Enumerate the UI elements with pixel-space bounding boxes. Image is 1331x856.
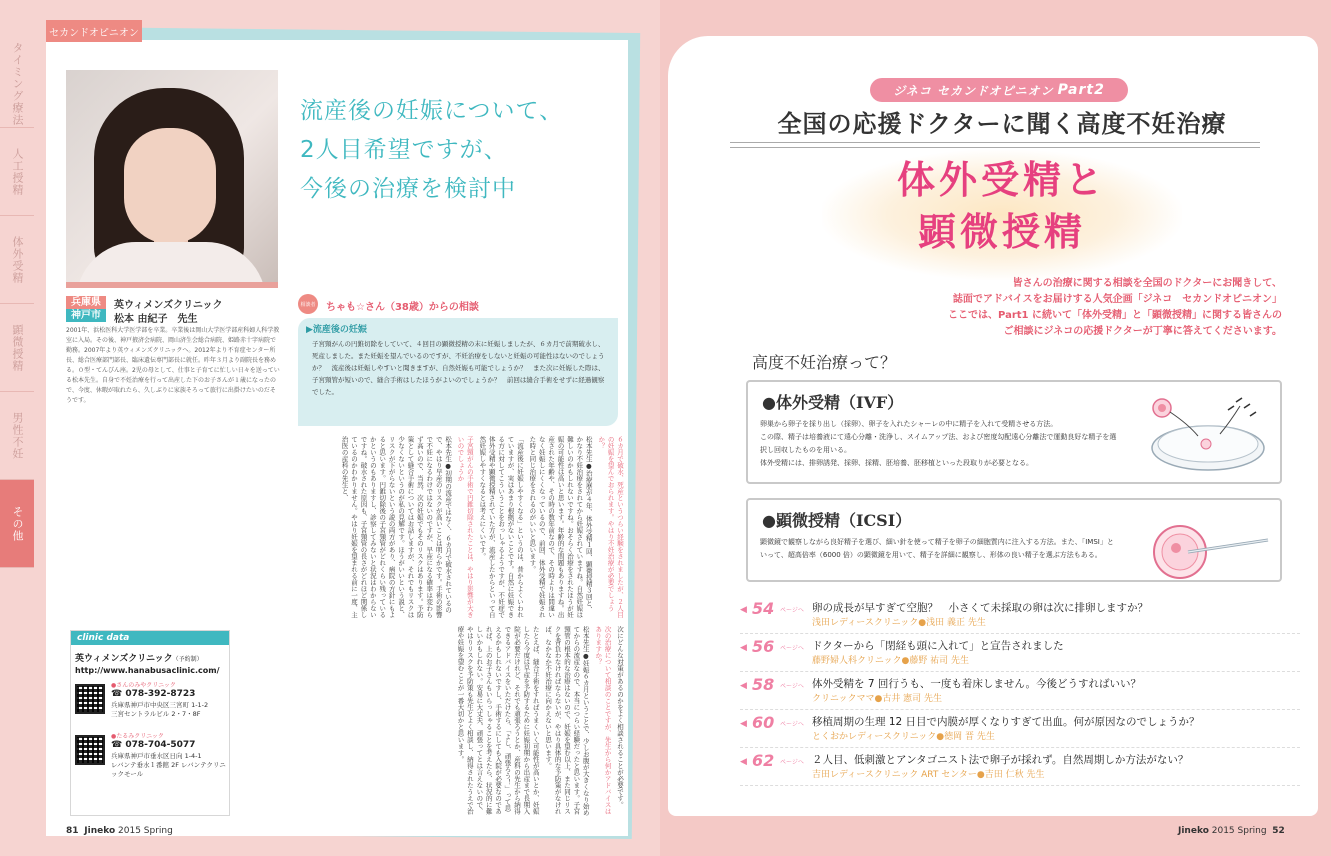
address-line: 三宮セントラルビル 2・7・8F — [111, 710, 201, 718]
answer-paragraph: 松本先生●治療歴が４年、体外受精１回、顕微授精３回と、かなり不妊治療をされてから妊娠されていますね。自然妊娠は難しいのかもしれないですね。おそらく治療をされたほうが妊娠の可能性は高いと思います。年齢的な問題もありますね。出産された年齢や、その時の数年前なので、その時よりは間違いなく妊娠しにくくなっているので、前回、体外受精で妊娠された時と同じ治療をされるのがいいと思います。 — [528, 436, 593, 618]
series-part: Part2 — [1057, 82, 1105, 98]
branch-address — [111, 752, 231, 779]
consult-topic: ▶流産後の妊娠 — [306, 325, 367, 335]
link-question: 移植周期の生理 12 日目で内膜が厚くなりすぎて出血。何が原因なのでしょうか？ — [812, 716, 1200, 728]
link-page-suffix: ページへ — [780, 759, 804, 766]
micro-injection-icon — [1140, 508, 1270, 594]
headline-line: 2人目希望ですが、 — [300, 137, 508, 163]
magazine-name: Jineko — [84, 826, 116, 836]
clinic-url-link[interactable]: http://www.hanabusaclinic.com/ — [75, 666, 220, 675]
doctor-name: 松本 由紀子 先生 — [114, 314, 198, 325]
clinic-data-name — [75, 651, 225, 664]
article-link[interactable] — [740, 672, 1300, 710]
intro-line: 誌面でアドバイスをお届けする人気企画「ジネコ セカンドオピニオン」 — [952, 294, 1282, 305]
question-paragraph: ６カ月で破水、死産というつらい経験をされましたが、２人目の妊娠を望んでおられます。やはり不妊治療が必要でしょうか？ — [597, 436, 624, 618]
answer-paragraph: 次にどんな対策があるのかをよく相談されることが必要です。 — [616, 626, 624, 808]
link-arrow-icon: ◀ — [740, 643, 747, 653]
link-arrow-icon: ◀ — [740, 681, 747, 691]
link-doctor: 吉田レディースクリニック ART センター●吉田 仁秋 先生 — [812, 770, 1045, 780]
article-body-bottom — [236, 626, 624, 816]
answer-paragraph: 「流産後に妊娠しやすくなる」というのは、昔からよくいわれていますが、実はあまり根拠がないことです。自然に妊娠できる方に対してこういうことをおっしゃるようですが、不妊症で体外受精や顕微授精されていた方が、流産したからといって自然妊娠しやすくなるとは考えにくいです。 — [478, 436, 524, 618]
doctor-location — [66, 296, 106, 322]
branch-label: ●たるみクリニック — [111, 733, 164, 740]
consult-box — [298, 318, 618, 426]
link-page-suffix: ページへ — [780, 683, 804, 690]
branch-phone: ☎ 078-704-5077 — [111, 740, 196, 750]
article-body-top — [66, 436, 624, 618]
consulter-icon: 相談者 — [298, 294, 318, 314]
branch-phone: ☎ 078-392-8723 — [111, 689, 196, 699]
doctor-bio: 2001年、浜松医科大学医学部を卒業。卒業後は岡山大学医学部産科婦人科学教室に入局。その後、神戸掖済会病院、岡山済生会総合病院、姫路赤十字病院で勤務。2007年より英ウィメンズクリニックへ。2012年より不育症センター所長、総合医療部門部長、臨床遺伝専門部長に就任。昨年３月より副院長を務める。０型・てんびん座。2児の母として、仕事と子育てに忙しい日々を送っている松本先生。自身で不妊治療を行って出産した下のお子さんが１歳になったので、今度、休暇が取れたら、久しぶりに家族そろって旅行に出掛けたいのだそうです。 — [66, 327, 280, 404]
side-tab-other[interactable] — [0, 480, 34, 568]
link-page-number: 56 — [752, 637, 775, 656]
question-paragraph: 子宮頸がんの手術で円錐切除されたことは、やはり影響が大きいのでしょうか — [456, 436, 474, 618]
intro-line: ここでは、Part1 に続いて「体外受精」と「顕微授精」に関する皆さんの — [948, 310, 1282, 321]
link-question: 卵の成長が早すぎて空胞？ 小さくて未採取の卵は次に排卵しますか？ — [812, 602, 1148, 614]
qr-code-icon[interactable] — [75, 735, 105, 765]
page-number: 81 — [66, 826, 79, 836]
link-doctor: クリニックママ●古井 憲司 先生 — [812, 694, 943, 704]
side-tab-label: その他 — [11, 505, 24, 542]
answer-paragraph: たとえば、縫合手術をすればうまくいく可能性が高いとか、妊娠したら今度は早産を予防するために妊娠初期から出産まで長期入院が必要だけれど、それでも頑張ろうとか、産科の先生から納得できるアドバイスをいただけたら、「よし、頑張ろう！」って思えるかもしれないですし、手術するにしても入院が必要なのであれば、上のお子さんもいらっしゃることを考えたら、状況的に難しいかもしれない。安易に大丈夫、頑張ってとは言えないので、やはりリスクを予防策も先生とよく相談し、納得されたうえで治療や妊娠を望むことが一番大切かと思います。 — [456, 626, 540, 815]
desc-line: 体外受精には、排卵誘発、採卵、採精、胚培養、胚移植といった段取りが必要となる。 — [760, 459, 1033, 467]
main-title-line: 体外受精と — [896, 157, 1107, 202]
feature-title: 全国の応援ドクターに聞く高度不妊治療 — [777, 109, 1227, 138]
side-tab-label: 男性不妊 — [11, 411, 24, 460]
link-doctor: 藤野婦人科クリニック●藤野 祐司 先生 — [812, 656, 970, 666]
doctor-clinic: 英ウィメンズクリニック — [114, 300, 223, 311]
related-articles — [740, 596, 1300, 786]
side-tab-ivf[interactable] — [0, 216, 34, 304]
link-doctor: とくおかレディースクリニック●徳岡 晋 先生 — [812, 732, 995, 742]
intro-line: ご相談にジネコの応援ドクターが丁寧に答えてくださいます。 — [1003, 326, 1282, 337]
headline-line: 今後の治療を検討中 — [300, 176, 516, 202]
link-page-number: 54 — [752, 599, 775, 618]
page-footer-right — [1178, 826, 1285, 836]
series-label: ジネコ セカンドオピニオン — [893, 83, 1054, 98]
petri-dish-icon — [1140, 390, 1270, 476]
side-tab-label: 体外受精 — [11, 235, 24, 284]
link-question: 体外受精を 7 回行うも、一度も着床しません。今後どうすればいい？ — [812, 678, 1141, 690]
feature-intro — [772, 276, 1282, 340]
article-link[interactable] — [740, 710, 1300, 748]
qr-code-icon[interactable] — [75, 684, 105, 714]
link-page-number: 60 — [752, 713, 775, 732]
answer-paragraph: 松本先生●妊娠６カ月ということで、少しお腹が大きくなり始めてからの流産なので、本当につらい経験だったと思います。子宮頸管の根本的な治療はないので、妊娠を望む以上、また同じリスクを背負わなければならないが、やはり具体的な予防策がなければ、なかなか不妊治療に向かえないと思います。 — [544, 626, 590, 816]
clinic-branch — [75, 731, 225, 777]
link-page-number: 62 — [752, 751, 775, 770]
link-arrow-icon: ◀ — [740, 605, 747, 615]
feature-main-title — [832, 154, 1172, 258]
article-link[interactable] — [740, 634, 1300, 672]
link-arrow-icon: ◀ — [740, 757, 747, 767]
magazine-name: Jineko — [1178, 826, 1209, 836]
section-tag: セカンドオピニオン — [46, 20, 142, 42]
article-headline — [300, 92, 620, 209]
desc-line: この際、精子は培養液にて遠心分離・洗浄し、スイムアップ法、および密度勾配遠心分離法で運動良好な精子を選択し回収したものを用いる。 — [760, 433, 1117, 454]
ivf-title: ●体外受精（IVF） — [762, 393, 904, 412]
left-page — [0, 0, 660, 856]
consult-author: ちゃも☆さん（38歳）からの相談 — [326, 302, 479, 313]
link-page-suffix: ページへ — [780, 607, 804, 614]
main-title-line: 顕微授精 — [917, 209, 1086, 254]
clinic-name-note: （予約制） — [172, 656, 203, 663]
link-doctor: 浅田レディースクリニック●浅田 義正 先生 — [812, 618, 986, 628]
location-city: 神戸市 — [66, 309, 106, 322]
icsi-description — [760, 536, 1120, 562]
icsi-box — [746, 498, 1282, 582]
side-tab-bar — [0, 40, 34, 568]
side-tab-label: タイミング療法 — [11, 41, 24, 126]
address-line: 兵庫県神戸市中央区三宮町 1-1-2 — [111, 701, 209, 709]
issue-season: 2015 Spring — [1211, 826, 1267, 836]
link-page-suffix: ページへ — [780, 645, 804, 652]
question-paragraph: 次の治療について相談のことですが、先生から何かアドバイスはありますか？ — [594, 626, 612, 815]
issue-season: 2015 Spring — [118, 826, 173, 836]
page-number: 52 — [1272, 826, 1285, 836]
link-arrow-icon: ◀ — [740, 719, 747, 729]
intro-line: 皆さんの治療に関する相談を全国のドクターにお聞きして、 — [1012, 278, 1282, 289]
article-link[interactable] — [740, 748, 1300, 786]
side-tab-timing[interactable] — [0, 40, 34, 128]
link-page-suffix: ページへ — [780, 721, 804, 728]
clinic-name-text: 英ウィメンズクリニック — [75, 654, 173, 664]
desc-line: 卵巣から卵子を採り出し（採卵）、卵子を入れたシャーレの中に精子を入れて受精させる方法。 — [760, 420, 1058, 428]
link-question: ２人目、低刺激とアンタゴニスト法で卵子が採れず。自然周期しか方法がない？ — [812, 754, 1189, 766]
answer-paragraph: 松本先生●初期の流産ではなく、６カ月で破水されているので、やはり早産のリスクが高いことは明らかです。手術の影響で不妊になるわけではないのですが、早産になる確率は変わらず高いので、当然、次の妊娠でもそのリスクはあります。予防策として縫合手術についてはお話しますが、それでもリスクは少なくないというのが私の見解です。ほうがいいという説と、リスクが下がらないという説の両方があり、病院の方針にもよると思います。円錐切除後の子宮頸管がどれくらい残っているかというのもありますし、診察してみないと状況はわからないですね。破水された原因も、子宮頸管の長さがどれほど関係しているのかわかりません。やはり妊娠を望まれる前に一度、主治医の産科の先生と、 — [340, 436, 453, 618]
branch-address — [111, 701, 231, 719]
about-heading: 高度不妊治療って？ — [752, 353, 897, 372]
article-link[interactable] — [740, 596, 1300, 634]
address-line: レバンテ垂水１番館 2F レバンテクリニックモール — [111, 761, 226, 778]
desc-line: 顕微鏡で観察しながら良好精子を選び、細い針を使って精子を卵子の細胞質内に注入する方法。また、「IMSI」といって、超高倍率（6000 倍）の顕微鏡を用いて、精子を詳細に観察し、形体の良い精子を選ぶ方法もある。 — [760, 538, 1114, 559]
icsi-title: ●顕微授精（ICSI） — [762, 511, 912, 530]
clinic-data-title: clinic data — [71, 631, 229, 645]
ivf-box — [746, 380, 1282, 484]
link-question: ドクターから「閉経も頭に入れて」と宣告されました — [812, 640, 1064, 652]
ivf-description — [760, 418, 1120, 470]
address-line: 兵庫県神戸市垂水区日向 1-4-1 — [111, 752, 202, 760]
side-tab-icsi[interactable] — [0, 304, 34, 392]
series-banner — [870, 78, 1128, 102]
side-tab-male[interactable] — [0, 392, 34, 480]
clinic-branch — [75, 680, 225, 726]
location-prefecture: 兵庫県 — [66, 296, 106, 309]
portrait-accent-bar — [66, 282, 278, 288]
right-page — [662, 0, 1331, 856]
link-page-number: 58 — [752, 675, 775, 694]
title-divider — [730, 142, 1260, 148]
page-footer-left — [66, 826, 173, 836]
doctor-portrait — [66, 70, 278, 288]
portrait-face — [124, 128, 216, 244]
headline-line: 流産後の妊娠について、 — [300, 98, 564, 124]
side-tab-label: 顕微授精 — [11, 323, 24, 372]
clinic-data-box — [70, 630, 230, 816]
side-tab-iui[interactable] — [0, 128, 34, 216]
branch-label: ●さんのみやクリニック — [111, 682, 176, 689]
side-tab-label: 人工授精 — [11, 147, 24, 196]
consult-body: 子宮頸がんの円錐切除をしていて、４回目の顕微授精の末に妊娠しましたが、６カ月で前期破水し、死産しました。また妊娠を望んでいるのですが、不妊治療をしないと妊娠の可能性はないのでしょうか？ 流産後は妊娠しやすいと聞きますが、自然妊娠も可能でしょうか？ また次に妊娠した際は、子宮頸管が短いので、縫合手術はしたほうがよいのでしょうか？ 前回は縫合手術をせずに経過観察でした。 — [312, 340, 605, 396]
